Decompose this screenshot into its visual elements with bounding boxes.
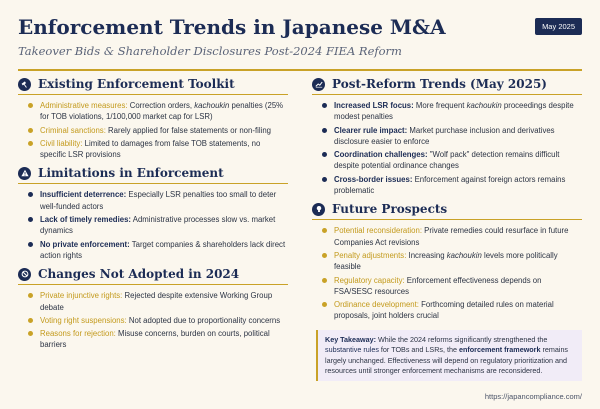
lightbulb-icon	[312, 203, 325, 216]
key-takeaway-box: Key Takeaway: While the 2024 reforms significantly strengthened the substantive rules for TOBs and LSRs, the enforcement framework remains largely unchanged. Effectiveness will depend on regulatory prioritization and resources until stronger enforcement mechanisms are reconsidered.	[316, 330, 582, 382]
bullet-list	[18, 189, 288, 261]
section-header	[18, 166, 288, 184]
list-item: Penalty adjustments: Increasing kachoukin levels more politically feasible	[322, 250, 582, 273]
list-item: No private enforcement: Target companies & shareholders lack direct action rights	[28, 239, 288, 262]
bullet-list	[18, 290, 288, 350]
footer-url[interactable]: https://japancompliance.com/	[484, 392, 582, 401]
bullet-list	[312, 100, 582, 196]
left-column	[18, 77, 288, 381]
list-item: Administrative measures: Correction orders, kachoukin penalties (25% for TOB violations, 1/100,000 market cap for LSR)	[28, 100, 288, 123]
section-header	[312, 77, 582, 95]
section-post-reform-trends	[312, 77, 582, 196]
list-item: Insufficient deterrence: Especially LSR penalties too small to deter well-funded actors	[28, 189, 288, 212]
section-limitations	[18, 166, 288, 261]
list-item: Increased LSR focus: More frequent kachoukin proceedings despite modest penalties	[322, 100, 582, 123]
section-header	[312, 202, 582, 220]
list-item: Cross-border issues: Enforcement against foreign actors remains problematic	[322, 174, 582, 197]
chart-line-icon	[312, 78, 325, 91]
right-column	[312, 77, 582, 381]
warning-icon	[18, 167, 31, 180]
list-item: Ordinance development: Forthcoming detailed rules on material proposals, joint holders crucial	[322, 299, 582, 322]
takeaway-label: Key Takeaway:	[325, 334, 377, 344]
section-title: Existing Enforcement Toolkit	[38, 77, 235, 91]
ban-icon	[18, 268, 31, 281]
section-header	[18, 77, 288, 95]
header-divider	[18, 69, 582, 71]
content-columns	[18, 77, 582, 381]
section-title: Limitations in Enforcement	[38, 166, 224, 181]
section-existing-toolkit	[18, 77, 288, 160]
list-item: Civil liability: Limited to damages from false TOB statements, no specific LSR provisions	[28, 138, 288, 161]
section-title: Post-Reform Trends (May 2025)	[332, 77, 547, 91]
list-item: Coordination challenges: "Wolf pack" detection remains difficult despite potential ordinance changes	[322, 149, 582, 172]
list-item: Potential reconsideration: Private remedies could resurface in future Companies Act revisions	[322, 225, 582, 248]
list-item: Lack of timely remedies: Administrative processes slow vs. market dynamics	[28, 214, 288, 237]
list-item: Reasons for rejection: Misuse concerns, burden on courts, political barriers	[28, 328, 288, 351]
bullet-list	[18, 100, 288, 160]
section-title: Changes Not Adopted in 2024	[38, 267, 240, 282]
list-item: Clearer rule impact: Market purchase inclusion and derivatives disclosure easier to enforce	[322, 125, 582, 148]
date-badge: May 2025	[535, 18, 582, 35]
page-title: Enforcement Trends in Japanese M&A	[18, 15, 446, 39]
section-future-prospects	[312, 202, 582, 321]
section-header	[18, 267, 288, 285]
list-item: Voting right suspensions: Not adopted due to proportionality concerns	[28, 315, 288, 326]
list-item: Criminal sanctions: Rarely applied for false statements or non-filing	[28, 125, 288, 136]
page-subtitle: Takeover Bids & Shareholder Disclosures Post-2024 FIEA Reform	[18, 44, 402, 58]
list-item: Regulatory capacity: Enforcement effectiveness depends on FSA/SESC resources	[322, 275, 582, 298]
list-item: Private injunctive rights: Rejected despite extensive Working Group debate	[28, 290, 288, 313]
section-not-adopted	[18, 267, 288, 350]
section-title: Future Prospects	[332, 202, 448, 217]
gavel-icon	[18, 78, 31, 91]
bullet-list	[312, 225, 582, 321]
